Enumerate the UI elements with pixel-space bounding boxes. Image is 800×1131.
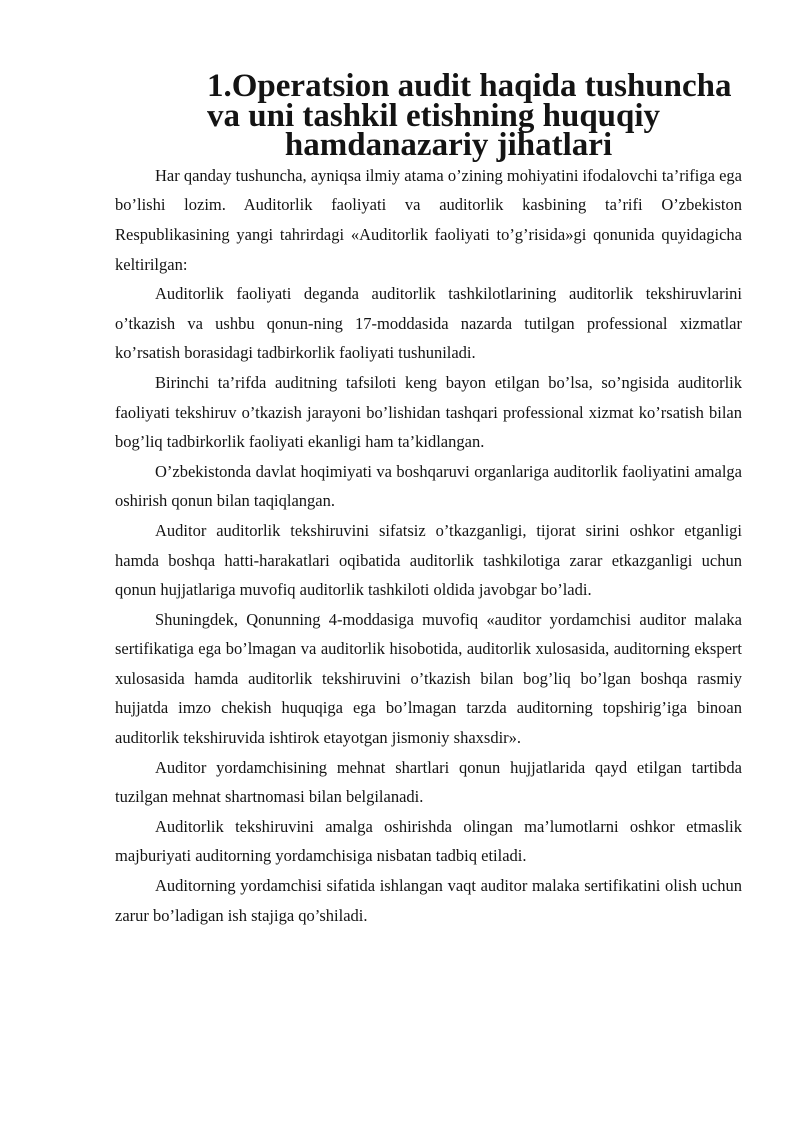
document-page — [115, 68, 742, 930]
paragraph-auditor-liability: Auditor auditorlik tekshiruvini sifatsiz o’tkazganligi, tijorat sirini oshkor etganligi hamda boshqa hatti-harakatlari oqibatida auditorlik tashkilotiga zarar etkazganligi uchun qonun hujjatlariga muvofiq auditorlik tashkiloti oldida javobgar bo’ladi. — [115, 520, 742, 600]
paragraph-confidentiality-obligation: Auditorlik tekshiruvini amalga oshirishda olingan ma’lumotlarni oshkor etmaslik majburiyati auditorning yordamchisiga nisbatan tadbiq etiladi. — [115, 816, 742, 866]
paragraph-auditor-assistant-definition: Shuningdek, Qonunning 4-moddasiga muvofiq «auditor yordamchisi auditor malaka sertifikatiga ega bo’lmagan va auditorlik hisobotida, auditorlik xulosasida, auditorning ekspert xulosasida hamda auditorlik tekshiruvini o’tkazish bilan bog’liq bo’lgan boshqa rasmiy hujjatda imzo chekish huquqiga ega bo’lmagan tarzda auditorning topshirig’iga binoan auditorlik tekshiruvida ishtirok etayotgan jismoniy shaxsdir». — [115, 609, 742, 748]
paragraph-first-definition-comparison: Birinchi ta’rifda auditning tafsiloti keng bayon etilgan bo’lsa, so’ngisida auditorlik faoliyati tekshiruv o’tkazish jarayoni bo’lishidan tashqari professional xizmat ko’rsatish bilan bog’liq tadbirkorlik faoliyati ekanligi ham ta’kidlangan. — [115, 372, 742, 452]
paragraph-definition-intro: Har qanday tushuncha, ayniqsa ilmiy atama o’zining mohiyatini ifodalovchi ta’rifiga ega bo’lishi lozim. Auditorlik faoliyati va auditorlik kasbining ta’rifi O’zbekiston Respublikasining yangi tahrirdagi «Auditorlik faoliyati to’g’risida»gi qonunida quyidagicha keltirilgan: — [115, 165, 742, 274]
section-heading — [115, 68, 742, 164]
paragraph-assistant-labor-terms: Auditor yordamchisining mehnat shartlari qonun hujjatlarida qayd etilgan tartibda tuzilgan mehnat shartnomasi bilan belgilanadi. — [115, 757, 742, 807]
heading-line-2: hamdanazariy jihatlari — [284, 127, 613, 164]
paragraph-work-experience: Auditorning yordamchisi sifatida ishlangan vaqt auditor malaka sertifikatini olish uchun zarur bo’ladigan ish stajiga qo’shiladi. — [115, 876, 742, 925]
paragraph-audit-activity-definition: Auditorlik faoliyati deganda auditorlik tashkilotlarining auditorlik tekshiruvlarini o’tkazish va ushbu qonun-ning 17-moddasida nazarda tutilgan professional xizmatlar ko’rsatish borasidagi tadbirkorlik faoliyati tushuniladi. — [115, 284, 742, 363]
heading-line-1: 1.Operatsion audit haqida tushuncha va uni tashkil etishning huquqiy — [207, 68, 732, 134]
paragraph-state-bodies-prohibition: O’zbekistonda davlat hoqimiyati va boshqaruvi organlariga auditorlik faoliyatini amalga oshirish qonun bilan taqiqlangan. — [115, 461, 742, 511]
